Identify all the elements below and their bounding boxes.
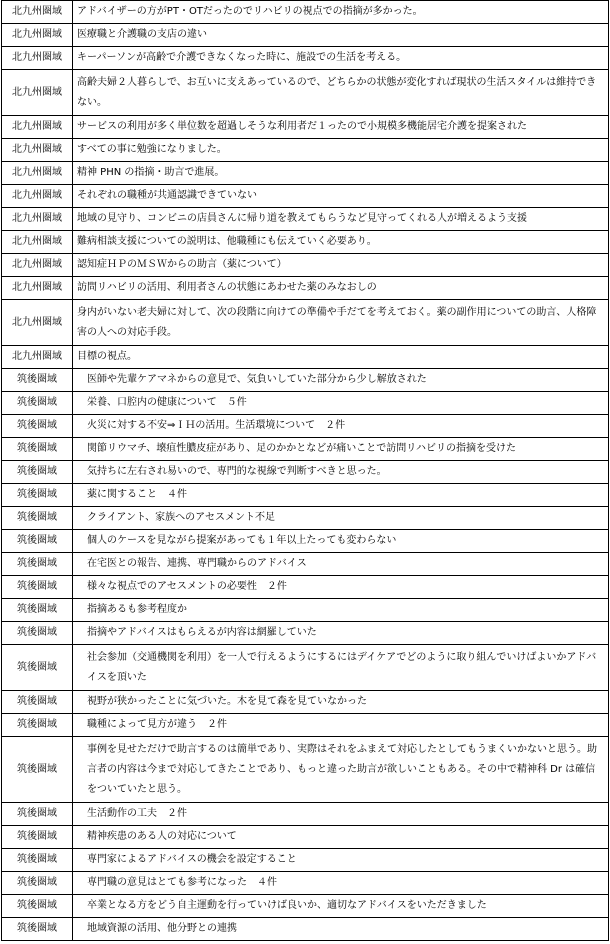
table-row: [2, 70, 609, 116]
comment-cell: 火災に対する不安⇒ＩＨの活用。生活環境について ２件: [73, 415, 609, 438]
table-row: [2, 530, 609, 553]
comment-cell: 精神疾患のある人の対応について: [73, 826, 609, 849]
comment-cell: 職種によって見方が違う ２件: [73, 714, 609, 737]
table-row: [2, 1, 609, 24]
table-row: [2, 737, 609, 803]
area-cell: 北九州圏域: [2, 185, 73, 208]
area-cell: 筑後圏域: [2, 895, 73, 918]
comment-cell: すべての事に勉強になりました。: [73, 139, 609, 162]
comment-cell: 指摘やアドバイスはもらえるが内容は網羅していた: [73, 622, 609, 645]
area-cell: 北九州圏域: [2, 300, 73, 346]
area-cell: 筑後圏域: [2, 622, 73, 645]
table-row: [2, 438, 609, 461]
comment-cell: 認知症ＨＰのＭＳＷからの助言（薬について）: [73, 254, 609, 277]
comment-cell: アドバイザーの方がPT・OTだったのでリハビリの視点での指摘が多かった。: [73, 1, 609, 24]
area-cell: 筑後圏域: [2, 392, 73, 415]
area-cell: 筑後圏域: [2, 918, 73, 941]
table-row: [2, 208, 609, 231]
area-cell: 筑後圏域: [2, 872, 73, 895]
area-cell: 筑後圏域: [2, 415, 73, 438]
table-row: [2, 231, 609, 254]
table-row: [2, 645, 609, 691]
table-row: [2, 849, 609, 872]
table-row: [2, 415, 609, 438]
comment-cell: 卒業となる方をどう自主運動を行っていけば良いか、適切なアドバイスをいただきました: [73, 895, 609, 918]
area-cell: 筑後圏域: [2, 507, 73, 530]
table-row: [2, 139, 609, 162]
comment-cell: 様々な視点でのアセスメントの必要性 ２件: [73, 576, 609, 599]
table-row: [2, 24, 609, 47]
area-cell: 筑後圏域: [2, 553, 73, 576]
area-cell: 北九州圏域: [2, 277, 73, 300]
table-row: [2, 162, 609, 185]
comments-table: [1, 0, 609, 941]
table-row: [2, 277, 609, 300]
comment-cell: 高齢夫婦２人暮らしで、お互いに支えあっているので、どちらかの状態が変化すれば現状の生活スタイルは維持できない。: [73, 70, 609, 116]
comment-cell: キーパーソンが高齢で介護できなくなった時に、施設での生活を考える。: [73, 47, 609, 70]
table-row: [2, 484, 609, 507]
comment-cell: 精神 PHN の指摘・助言で進展。: [73, 162, 609, 185]
comment-cell: 難病相談支援についての説明は、他職種にも伝えていく必要あり。: [73, 231, 609, 254]
area-cell: 筑後圏域: [2, 576, 73, 599]
table-row: [2, 714, 609, 737]
table-row: [2, 599, 609, 622]
area-cell: 筑後圏域: [2, 438, 73, 461]
table-row: [2, 622, 609, 645]
comment-cell: 事例を見せただけで助言するのは簡単であり、実際はそれをふまえて対応したとしてもうまくいかないと思う。助言者の内容は今まで対応してきたことであり、もっと違った助言が欲しいこともある。その中で精神科 Dr は確信をついていたと思う。: [73, 737, 609, 803]
table-row: [2, 461, 609, 484]
table-row: [2, 507, 609, 530]
comment-cell: 在宅医との報告、連携、専門職からのアドバイス: [73, 553, 609, 576]
table-row: [2, 47, 609, 70]
comment-cell: 医療職と介護職の支店の違い: [73, 24, 609, 47]
comment-cell: それぞれの職種が共通認識できていない: [73, 185, 609, 208]
area-cell: 北九州圏域: [2, 162, 73, 185]
comment-cell: 専門職の意見はとても参考になった ４件: [73, 872, 609, 895]
area-cell: 筑後圏域: [2, 714, 73, 737]
area-cell: 筑後圏域: [2, 737, 73, 803]
comment-cell: 訪問リハビリの活用、利用者さんの状態にあわせた薬のみなおしの: [73, 277, 609, 300]
table-row: [2, 918, 609, 941]
area-cell: 北九州圏域: [2, 24, 73, 47]
comment-cell: 薬に関すること ４件: [73, 484, 609, 507]
comment-cell: クライアント、家族へのアセスメント不足: [73, 507, 609, 530]
area-cell: 北九州圏域: [2, 208, 73, 231]
comment-cell: 医師や先輩ケアマネからの意見で、気負いしていた部分から少し解放された: [73, 369, 609, 392]
area-cell: 北九州圏域: [2, 47, 73, 70]
comment-cell: 指摘あるも参考程度か: [73, 599, 609, 622]
table-row: [2, 116, 609, 139]
area-cell: 北九州圏域: [2, 139, 73, 162]
table-row: [2, 691, 609, 714]
table-row: [2, 254, 609, 277]
area-cell: 筑後圏域: [2, 691, 73, 714]
table-row: [2, 346, 609, 369]
area-cell: 北九州圏域: [2, 1, 73, 24]
area-cell: 筑後圏域: [2, 484, 73, 507]
comment-cell: 栄養、口腔内の健康について ５件: [73, 392, 609, 415]
comment-cell: 身内がいない老夫婦に対して、次の段階に向けての準備や手だてを考えておく。薬の副作用についての助言、人格障害の人への対応手段。: [73, 300, 609, 346]
comments-table-body: [2, 1, 609, 941]
comment-cell: 生活動作の工夫 ２件: [73, 803, 609, 826]
table-row: [2, 803, 609, 826]
area-cell: 北九州圏域: [2, 346, 73, 369]
table-row: [2, 185, 609, 208]
table-row: [2, 369, 609, 392]
area-cell: 北九州圏域: [2, 254, 73, 277]
comment-cell: 目標の視点。: [73, 346, 609, 369]
area-cell: 筑後圏域: [2, 530, 73, 553]
comment-cell: 専門家によるアドバイスの機会を設定すること: [73, 849, 609, 872]
table-row: [2, 300, 609, 346]
table-row: [2, 576, 609, 599]
area-cell: 筑後圏域: [2, 599, 73, 622]
comment-cell: 地域の見守り、コンビニの店員さんに帰り道を教えてもらうなど見守ってくれる人が増えるよう支援: [73, 208, 609, 231]
area-cell: 筑後圏域: [2, 803, 73, 826]
area-cell: 北九州圏域: [2, 70, 73, 116]
area-cell: 筑後圏域: [2, 849, 73, 872]
area-cell: 筑後圏域: [2, 461, 73, 484]
area-cell: 筑後圏域: [2, 826, 73, 849]
table-row: [2, 392, 609, 415]
comment-cell: 気持ちに左右され易いので、専門的な視線で判断すべきと思った。: [73, 461, 609, 484]
area-cell: 筑後圏域: [2, 369, 73, 392]
area-cell: 北九州圏域: [2, 116, 73, 139]
comment-cell: 関節リウマチ、壊疽性膿皮症があり、足のかかとなどが痛いことで訪問リハビリの指摘を受けた: [73, 438, 609, 461]
comment-cell: 地域資源の活用、他分野との連携: [73, 918, 609, 941]
table-row: [2, 553, 609, 576]
comment-cell: サービスの利用が多く単位数を超過しそうな利用者だ１ったので小規模多機能居宅介護を提案された: [73, 116, 609, 139]
area-cell: 筑後圏域: [2, 645, 73, 691]
comment-cell: 社会参加（交通機関を利用）を一人で行えるようにするにはデイケアでどのように取り組んでいけばよいかアドバイスを頂いた: [73, 645, 609, 691]
area-cell: 北九州圏域: [2, 231, 73, 254]
table-row: [2, 872, 609, 895]
table-row: [2, 826, 609, 849]
table-row: [2, 895, 609, 918]
comment-cell: 視野が狭かったことに気づいた。木を見て森を見ていなかった: [73, 691, 609, 714]
comment-cell: 個人のケースを見ながら提案があっても１年以上たっても変わらない: [73, 530, 609, 553]
